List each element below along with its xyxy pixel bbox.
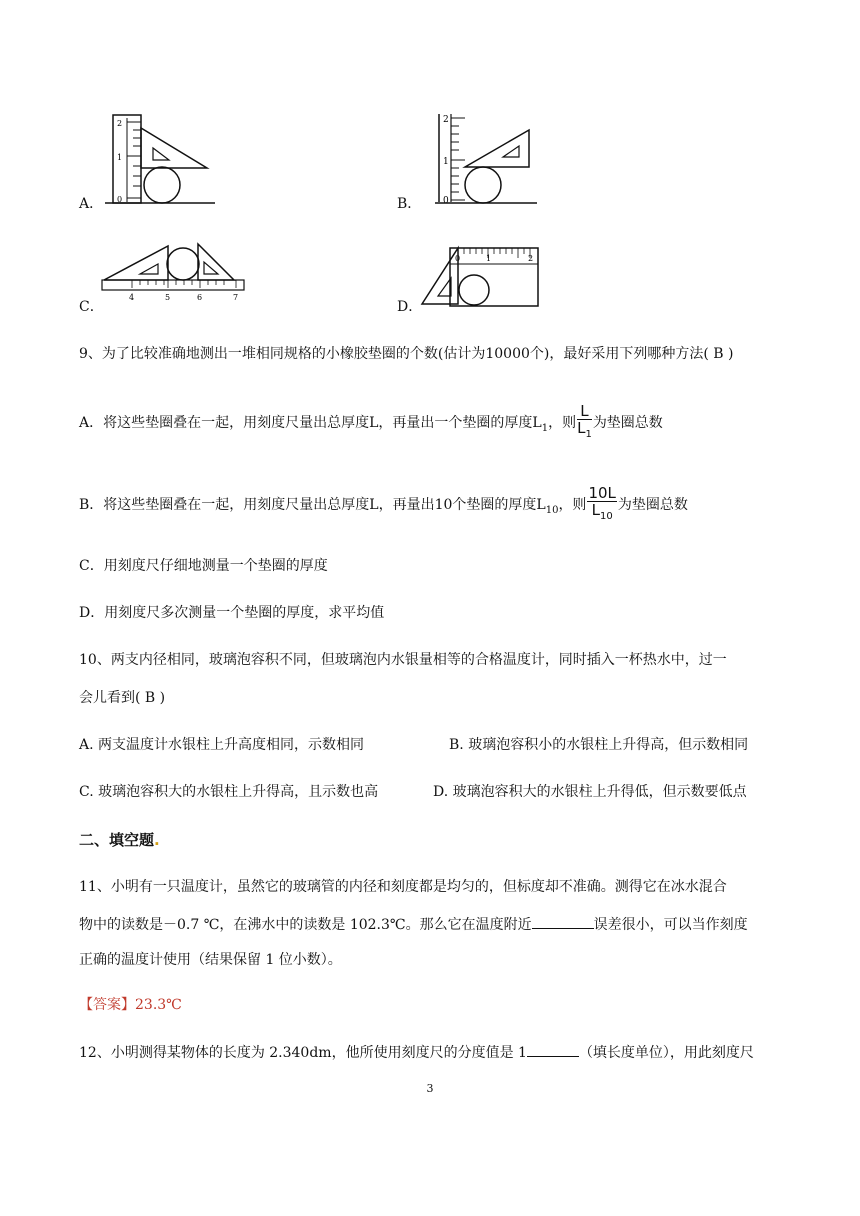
q9-b-post: 为垫圈总数 xyxy=(617,497,688,513)
q9-a-post: 为垫圈总数 xyxy=(592,415,663,431)
q11-answer-blank xyxy=(532,914,594,929)
option-a-label: A． xyxy=(79,196,104,212)
q9-a-mid: ，则 xyxy=(548,415,577,431)
q9-option-c: C．用刻度尺仔细地测量一个垫圈的厚度 xyxy=(79,558,328,574)
q9-a-sub: 1 xyxy=(541,422,549,434)
q10-stem-line2: 会儿看到( B ) xyxy=(79,690,166,706)
figure-b-tick: 2 xyxy=(443,115,449,125)
figure-c-tick: 7 xyxy=(233,293,239,302)
q11-line2-pre: 物中的读数是－0.7 ℃，在沸水中的读数是 102.3℃。那么它在温度附近 xyxy=(79,917,532,933)
q10-option-d: D. 玻璃泡容积大的水银柱上升得低，但示数要低点 xyxy=(433,784,747,800)
q10-option-c: C. 玻璃泡容积大的水银柱上升得高，且示数也高 xyxy=(79,784,379,800)
q10-option-b: B. 玻璃泡容积小的水银柱上升得高，但示数相同 xyxy=(449,737,749,753)
q11-line2 xyxy=(79,914,800,935)
section-title-dot: . xyxy=(154,831,160,849)
q9-b-mid: ，则 xyxy=(558,497,587,513)
option-c-label: C． xyxy=(79,299,104,315)
q9-a-frac-den-sub: 1 xyxy=(585,429,592,440)
figure-b-tick: 0 xyxy=(443,196,449,206)
figure-a-tick: 2 xyxy=(117,119,123,128)
q9-option-b xyxy=(79,485,800,525)
q11-answer xyxy=(79,995,800,1015)
option-b-label: B． xyxy=(397,196,422,212)
figure-b xyxy=(425,110,540,210)
figure-d-tick: 2 xyxy=(528,254,534,263)
q9-b-sub: 10 xyxy=(545,504,559,516)
q11-line3: 正确的温度计使用（结果保留 1 位小数）。 xyxy=(79,952,342,968)
q9-option-d: D．用刻度尺多次测量一个垫圈的厚度，求平均值 xyxy=(79,605,385,621)
q9-a-fraction xyxy=(577,403,592,443)
q9-a-text: A．将这些垫圈叠在一起，用刻度尺量出总厚度L，再量出一个垫圈的厚度L xyxy=(79,415,542,431)
q9-b-frac-den: L xyxy=(591,501,600,519)
section-title xyxy=(79,830,160,850)
figure-c-tick: 6 xyxy=(197,293,203,302)
q9-option-a xyxy=(79,403,800,443)
q9-b-frac-num: 10L xyxy=(588,484,616,502)
figure-c xyxy=(100,236,250,308)
answer-label: 【答案】 xyxy=(79,997,135,1013)
q9-a-frac-den: L xyxy=(577,419,586,437)
figure-c-tick: 4 xyxy=(129,293,135,302)
q10-option-a: A. 两支温度计水银柱上升高度相同，示数相同 xyxy=(79,737,365,753)
q12-line xyxy=(79,1042,800,1063)
q11-line1: 11、小明有一只温度计，虽然它的玻璃管的内径和刻度都是均匀的，但标度却不准确。测得它在冰水混合 xyxy=(79,879,727,895)
q12-pre: 12、小明测得某物体的长度为 2.340dm，他所使用刻度尺的分度值是 1 xyxy=(79,1045,527,1061)
q9-b-frac-den-sub: 10 xyxy=(599,511,613,522)
q12-post: （填长度单位），用此刻度尺 xyxy=(578,1045,754,1061)
figure-d-tick: 1 xyxy=(486,254,492,263)
q9-b-text: B．将这些垫圈叠在一起，用刻度尺量出总厚度L，再量出10个垫圈的厚度L xyxy=(79,497,546,513)
q11-line2-post: 误差很小，可以当作刻度 xyxy=(593,917,748,933)
page-number: 3 xyxy=(426,1082,434,1095)
figure-a-tick: 1 xyxy=(117,153,123,162)
q9-b-fraction xyxy=(587,485,616,525)
figure-c-tick: 5 xyxy=(165,293,171,302)
figure-a xyxy=(105,110,220,210)
figure-d xyxy=(418,242,543,310)
q10-stem-line1: 10、两支内径相同，玻璃泡容积不同，但玻璃泡内水银量相等的合格温度计，同时插入一杯热水中，过一 xyxy=(79,652,727,668)
q9-a-frac-num: L xyxy=(577,403,592,420)
section-title-text: 二、填空题 xyxy=(79,831,155,849)
q12-answer-blank xyxy=(527,1042,579,1057)
figure-d-tick: 0 xyxy=(455,254,461,263)
option-d-label: D． xyxy=(397,299,423,315)
answer-value: 23.3℃ xyxy=(135,997,182,1013)
q9-stem: 9、为了比较准确地测出一堆相同规格的小橡胶垫圈的个数(估计为10000个)，最好采用下列哪种方法( B ) xyxy=(79,346,734,362)
figure-b-tick: 1 xyxy=(443,157,449,167)
figure-a-tick: 0 xyxy=(117,195,123,204)
